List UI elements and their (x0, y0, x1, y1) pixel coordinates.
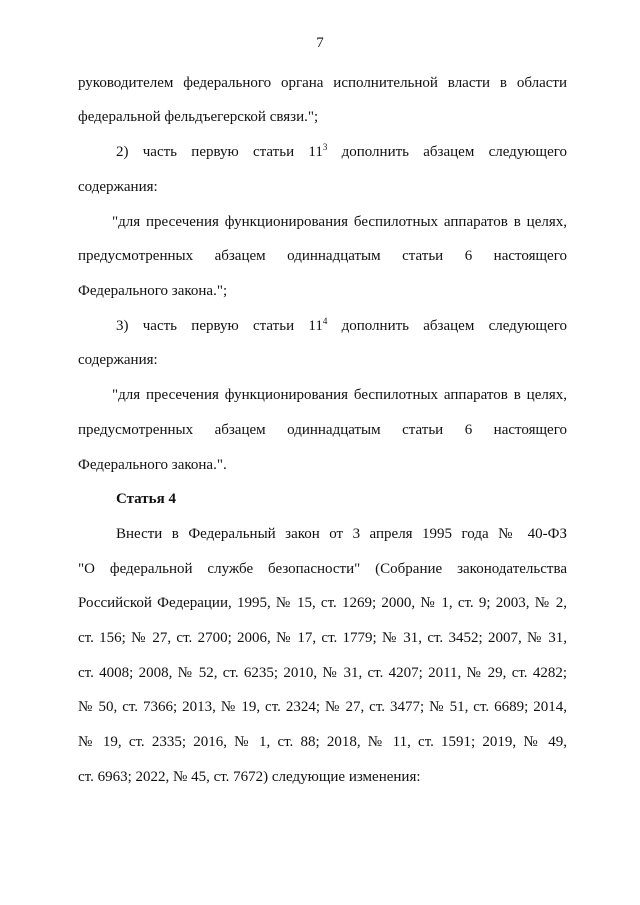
paragraph-line: Российской Федерации, 1995, № 15, ст. 1269; 2000, № 1, ст. 9; 2003, № 2, (78, 595, 567, 611)
paragraph-line: руководителем федерального органа исполнительной власти в области (78, 75, 567, 91)
amendment-item-3-text: 3) часть первую статьи 11 (116, 318, 323, 334)
quoted-text-line: Федерального закона."; (78, 283, 228, 299)
superscript: 4 (322, 316, 328, 326)
paragraph-line: содержания: (78, 179, 158, 195)
paragraph-line: содержания: (78, 352, 158, 368)
quoted-text-line: предусмотренных абзацем одиннадцатым статьи 6 настоящего (78, 422, 567, 438)
page-number: 7 (316, 35, 324, 51)
amendment-item-2 (116, 142, 567, 162)
quoted-text-line: Федерального закона.". (78, 457, 227, 473)
paragraph-line: федеральной фельдъегерской связи."; (78, 109, 319, 125)
paragraph-line: ст. 4008; 2008, № 52, ст. 6235; 2010, № 31, ст. 4207; 2011, № 29, ст. 4282; (78, 665, 567, 681)
paragraph-line: № 19, ст. 2335; 2016, № 1, ст. 88; 2018, № 11, ст. 1591; 2019, № 49, (78, 734, 567, 750)
quoted-text-line: "для пресечения функционирования беспилотных аппаратов в целях, (112, 387, 567, 403)
quoted-text-line: "для пресечения функционирования беспилотных аппаратов в целях, (112, 214, 567, 230)
paragraph-line: "О федеральной службе безопасности" (Собрание законодательства (78, 561, 567, 577)
amendment-item-3 (116, 316, 567, 336)
quoted-text-line: предусмотренных абзацем одиннадцатым статьи 6 настоящего (78, 248, 567, 264)
paragraph-line: № 50, ст. 7366; 2013, № 19, ст. 2324; № 27, ст. 3477; № 51, ст. 6689; 2014, (78, 699, 567, 715)
amendment-item-2-text-end: дополнить абзацем следующего (327, 144, 568, 160)
article-heading: Статья 4 (116, 491, 176, 507)
paragraph-line: ст. 6963; 2022, № 45, ст. 7672) следующие изменения: (78, 769, 421, 785)
amendment-item-3-text-end: дополнить абзацем следующего (327, 318, 568, 334)
superscript: 3 (322, 142, 328, 152)
paragraph-line: Внести в Федеральный закон от 3 апреля 1995 года № 40-ФЗ (116, 526, 567, 542)
amendment-item-2-text: 2) часть первую статьи 11 (116, 144, 323, 160)
paragraph-line: ст. 156; № 27, ст. 2700; 2006, № 17, ст. 1779; № 31, ст. 3452; 2007, № 31, (78, 630, 567, 646)
